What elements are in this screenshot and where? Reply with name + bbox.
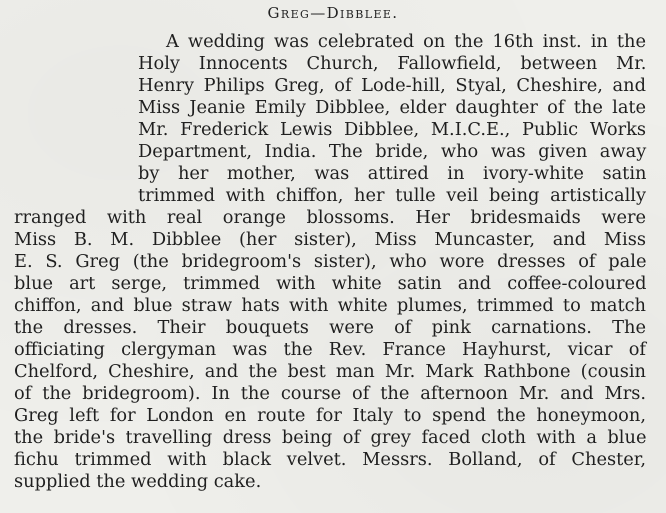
article-line-3: Henry Philips Greg, of Lode-hill, Styal, Cheshire, and — [138, 75, 646, 96]
article-line-15: officiating clergyman was the Rev. France Hayhurst, vicar of — [14, 339, 646, 360]
article-line-6: Department, India. The bride, who was given away — [138, 141, 647, 162]
article-line-4: Miss Jeanie Emily Dibblee, elder daughter of the late — [138, 97, 647, 118]
article-line-17: of the bridegroom). In the course of the afternoon Mr. and Mrs. — [14, 383, 647, 404]
article-line-18: Greg left for London en route for Italy to spend the honeymoon, — [14, 405, 646, 426]
article-line-5: Mr. Frederick Lewis Dibblee, M.I.C.E., Public Works — [138, 119, 646, 140]
article-line-21: supplied the wedding cake. — [14, 471, 262, 492]
article-line-10: Miss B. M. Dibblee (her sister), Miss Muncaster, and Miss — [14, 229, 646, 250]
article-line-14: the dresses. Their bouquets were of pink carnations. The — [14, 317, 646, 338]
article-line-19: the bride's travelling dress being of grey faced cloth with a blue — [14, 427, 647, 448]
article-headline: Greg—Dibblee. — [267, 4, 399, 22]
article-line-7: by her mother, was attired in ivory-white satin — [138, 163, 647, 184]
article-line-8: trimmed with chiffon, her tulle veil being artistically — [138, 185, 646, 206]
article-line-9: rranged with real orange blossoms. Her bridesmaids were — [14, 207, 646, 228]
article-line-1: A wedding was celebrated on the 16th inst. in the — [166, 31, 646, 52]
article-line-13: chiffon, and blue straw hats with white plumes, trimmed to match — [14, 295, 646, 316]
article-line-12: blue art serge, trimmed with white satin and coffee-coloured — [14, 273, 647, 294]
article-line-11: E. S. Greg (the bridegroom's sister), who wore dresses of pale — [14, 251, 647, 272]
article-line-20: fichu trimmed with black velvet. Messrs. Bolland, of Chester, — [14, 449, 646, 470]
article-line-16: Chelford, Cheshire, and the best man Mr. Mark Rathbone (cousin — [14, 361, 646, 382]
article-line-2: Holy Innocents Church, Fallowfield, between Mr. — [138, 53, 647, 74]
